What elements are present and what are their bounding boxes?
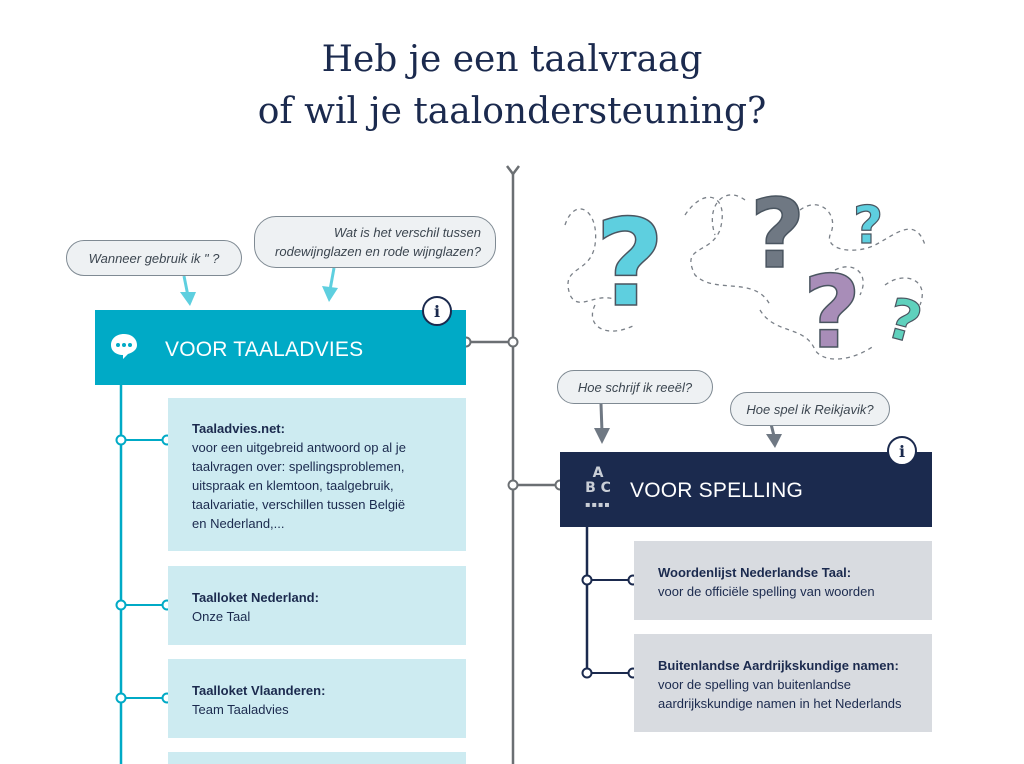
- card-text: aardrijkskundige namen in het Nederlands: [658, 696, 902, 711]
- card-text: voor de spelling van buitenlandse: [658, 677, 851, 692]
- card-text: voor de officiële spelling van woorden: [658, 584, 875, 599]
- info-glyph: i: [433, 301, 441, 321]
- card-title: Woordenlijst Nederlandse Taal:: [658, 565, 852, 580]
- card-taalloket-nederland[interactable]: [168, 566, 466, 645]
- spelling-info-icon[interactable]: [887, 436, 917, 466]
- title-line-1: Heb je een taalvraag: [321, 39, 703, 80]
- question-mark-mint: ?: [879, 286, 929, 358]
- question-mark-slate: ?: [750, 180, 806, 290]
- card-taalloket-vlaanderen[interactable]: [168, 659, 466, 738]
- card-aardrijkskundige-namen[interactable]: [634, 634, 932, 732]
- bubble-text: Wanneer gebruik ik " ?: [88, 250, 220, 266]
- bubble-text: Hoe spel ik Reikjavik?: [746, 401, 874, 417]
- bubble-quote-question: [66, 240, 242, 276]
- card-text: voor een uitgebreid antwoord op al je: [192, 440, 406, 455]
- card-text: Onze Taal: [192, 609, 251, 624]
- card-text: taalvragen over: spellingsproblemen,: [192, 459, 405, 474]
- abc-letter-b: B: [585, 480, 596, 496]
- spelling-header-label: VOOR SPELLING: [630, 479, 803, 502]
- card-next-partial: [168, 752, 466, 764]
- bubble-text: Hoe schrijf ik reeël?: [577, 379, 693, 395]
- question-marks-illustration: [555, 175, 955, 375]
- info-glyph: i: [898, 441, 906, 461]
- title-line-2: of wil je taalondersteuning?: [257, 91, 767, 132]
- card-woordenlijst[interactable]: [634, 541, 932, 620]
- abc-letter-a: A: [592, 465, 604, 481]
- card-title: Taalloket Nederland:: [192, 590, 319, 605]
- taaladvies-info-icon[interactable]: [422, 296, 452, 326]
- abc-letter-c: C: [600, 480, 611, 496]
- card-text: Team Taaladvies: [192, 702, 289, 717]
- bubble-text-line-2: rodewijnglazen en rode wijnglazen?: [275, 244, 481, 259]
- bubble-spelling-question-2: [730, 392, 890, 426]
- bubble-wine-glasses-question: [254, 216, 496, 268]
- card-text: uitspraak en klemtoon, taalgebruik,: [192, 478, 394, 493]
- question-mark-small-cyan: ?: [853, 196, 884, 256]
- question-mark-cyan: ?: [595, 195, 665, 334]
- chat-bubble-icon: [109, 332, 139, 365]
- card-taaladvies-net[interactable]: [168, 398, 466, 551]
- abc-icon: A B C ▪▪▪▪: [585, 465, 611, 509]
- bubble-spelling-question-1: [557, 370, 713, 404]
- card-text: en Nederland,...: [192, 516, 285, 531]
- card-title: Taaladvies.net:: [192, 421, 285, 436]
- card-text: taalvariatie, verschillen tussen België: [192, 497, 406, 512]
- card-title: Buitenlandse Aardrijkskundige namen:: [658, 658, 899, 673]
- taaladvies-header[interactable]: [95, 310, 466, 385]
- question-mark-purple: ?: [803, 254, 862, 371]
- spelling-header[interactable]: [560, 452, 932, 527]
- bubble-text-line-1: Wat is het verschil tussen: [333, 225, 481, 240]
- taaladvies-header-label: VOOR TAALADVIES: [165, 338, 364, 361]
- card-title: Taalloket Vlaanderen:: [192, 683, 326, 698]
